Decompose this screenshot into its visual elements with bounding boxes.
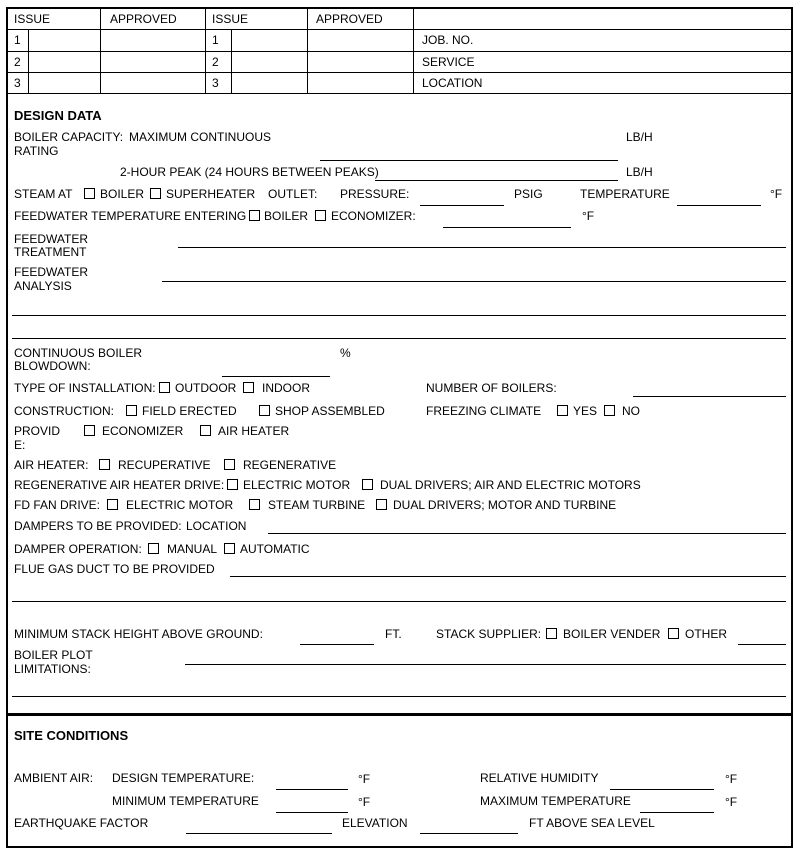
- fw-analysis-label: ANALYSIS: [14, 279, 72, 293]
- blowdown-field[interactable]: [222, 376, 330, 377]
- air-heater-checkbox[interactable]: [200, 425, 211, 436]
- max-temp-label: MAXIMUM TEMPERATURE: [480, 794, 631, 808]
- ft-unit: FT.: [385, 627, 402, 641]
- row-num: 1: [212, 33, 219, 47]
- design-data-title: DESIGN DATA: [14, 108, 102, 123]
- shop-assembled-checkbox[interactable]: [259, 405, 270, 416]
- earthquake-label: EARTHQUAKE FACTOR: [14, 816, 149, 830]
- fw-analysis-field[interactable]: [162, 281, 786, 282]
- manual-checkbox[interactable]: [148, 543, 159, 554]
- header-row-divider: [8, 72, 793, 73]
- indoor-checkbox[interactable]: [243, 382, 254, 393]
- superheater-option: SUPERHEATER: [166, 187, 256, 201]
- recuperative-checkbox[interactable]: [99, 459, 110, 470]
- header-col-divider: [307, 9, 308, 93]
- rel-humidity-label: RELATIVE HUMIDITY: [480, 771, 599, 785]
- stack-supplier-label: STACK SUPPLIER:: [436, 627, 542, 641]
- deg-f-unit: °F: [770, 187, 783, 201]
- blowdown-label: CONTINUOUS BOILER: [14, 346, 143, 360]
- peak-label: 2-HOUR PEAK (24 HOURS BETWEEN PEAKS): [120, 165, 379, 179]
- temperature-field[interactable]: [677, 205, 761, 206]
- divider: [12, 338, 786, 339]
- recuperative-option: RECUPERATIVE: [118, 458, 211, 472]
- superheater-checkbox[interactable]: [150, 188, 161, 199]
- peak-field[interactable]: [375, 180, 618, 181]
- fd-electric-checkbox[interactable]: [107, 499, 118, 510]
- fd-electric-option: ELECTRIC MOTOR: [126, 498, 234, 512]
- outdoor-checkbox[interactable]: [159, 382, 170, 393]
- fw-treatment-label: FEEDWATER: [14, 232, 88, 246]
- psig-unit: PSIG: [514, 187, 543, 201]
- row-num: 2: [14, 55, 21, 69]
- temperature-label: TEMPERATURE: [580, 187, 670, 201]
- col-issue-2: ISSUE: [212, 12, 249, 26]
- regen-electric-option: ELECTRIC MOTOR: [243, 478, 351, 492]
- elevation-field[interactable]: [420, 833, 518, 834]
- provide-label: PROVID: [14, 424, 61, 438]
- row-num: 1: [14, 33, 21, 47]
- row-num: 2: [212, 55, 219, 69]
- yes-checkbox[interactable]: [557, 405, 568, 416]
- min-temp-label: MINIMUM TEMPERATURE: [112, 794, 259, 808]
- damper-op-label: DAMPER OPERATION:: [14, 542, 142, 556]
- ambient-label: AMBIENT AIR:: [14, 771, 94, 785]
- no-checkbox[interactable]: [604, 405, 615, 416]
- fw-treatment-field[interactable]: [178, 247, 786, 248]
- automatic-checkbox[interactable]: [224, 543, 235, 554]
- lbh-unit: LB/H: [626, 130, 653, 144]
- blank-line[interactable]: [12, 601, 786, 602]
- header-row-divider: [8, 51, 793, 52]
- design-temp-field[interactable]: [276, 789, 348, 790]
- num-boilers-field[interactable]: [633, 396, 786, 397]
- fw-analysis-label: FEEDWATER: [14, 265, 88, 279]
- boiler-vender-option: BOILER VENDER: [563, 627, 661, 641]
- steam-at-label: STEAM AT: [14, 187, 73, 201]
- regenerative-checkbox[interactable]: [224, 459, 235, 470]
- col-approved-2: APPROVED: [316, 12, 383, 26]
- flue-gas-field[interactable]: [230, 576, 786, 577]
- deg-f-unit: °F: [358, 772, 371, 786]
- boiler-option: BOILER: [100, 187, 145, 201]
- air-heater-option: AIR HEATER: [218, 424, 290, 438]
- dampers-label: DAMPERS TO BE PROVIDED:: [14, 519, 182, 533]
- fw-temp-field[interactable]: [443, 227, 571, 228]
- elevation-label: ELEVATION: [342, 816, 408, 830]
- service-label: SERVICE: [422, 55, 475, 69]
- site-conditions-title: SITE CONDITIONS: [14, 728, 129, 743]
- indoor-option: INDOOR: [262, 381, 310, 395]
- regen-drive-label: REGENERATIVE AIR HEATER DRIVE:: [14, 478, 225, 492]
- fd-steam-checkbox[interactable]: [249, 499, 260, 510]
- blank-line[interactable]: [12, 315, 786, 316]
- plot-label: BOILER PLOT: [14, 648, 93, 662]
- regenerative-option: REGENERATIVE: [243, 458, 337, 472]
- boiler-capacity-label: BOILER CAPACITY:: [14, 130, 124, 144]
- regen-electric-checkbox[interactable]: [227, 479, 238, 490]
- flue-gas-label: FLUE GAS DUCT TO BE PROVIDED: [14, 562, 215, 576]
- fw-economizer-option: ECONOMIZER:: [331, 209, 416, 223]
- manual-option: MANUAL: [167, 542, 218, 556]
- fw-treatment-label: TREATMENT: [14, 245, 87, 259]
- outdoor-option: OUTDOOR: [175, 381, 237, 395]
- header-col-divider: [205, 9, 206, 93]
- regen-dual-checkbox[interactable]: [362, 479, 373, 490]
- field-erected-checkbox[interactable]: [126, 405, 137, 416]
- deg-f-unit: °F: [725, 772, 738, 786]
- other-field[interactable]: [738, 644, 786, 645]
- deg-f-unit: °F: [582, 209, 595, 223]
- fd-fan-label: FD FAN DRIVE:: [14, 498, 101, 512]
- other-checkbox[interactable]: [668, 628, 679, 639]
- plot-label: LIMITATIONS:: [14, 662, 91, 676]
- row-num: 3: [212, 76, 219, 90]
- field-erected-option: FIELD ERECTED: [142, 404, 237, 418]
- location-label: LOCATION: [422, 76, 483, 90]
- air-heater-type-label: AIR HEATER:: [14, 458, 89, 472]
- other-option: OTHER: [685, 627, 727, 641]
- deg-f-unit: °F: [725, 795, 738, 809]
- no-option: NO: [622, 404, 640, 418]
- num-boilers-label: NUMBER OF BOILERS:: [426, 381, 557, 395]
- pressure-field[interactable]: [420, 205, 504, 206]
- header-col-divider: [413, 9, 414, 93]
- economizer-checkbox[interactable]: [84, 425, 95, 436]
- construction-label: CONSTRUCTION:: [14, 404, 114, 418]
- earthquake-field[interactable]: [186, 833, 332, 834]
- rating-label: RATING: [14, 144, 59, 158]
- fd-dual-checkbox[interactable]: [376, 499, 387, 510]
- header-row-divider: [8, 93, 793, 94]
- outlet-label: OUTLET:: [268, 187, 318, 201]
- min-stack-label: MINIMUM STACK HEIGHT ABOVE GROUND:: [14, 627, 263, 641]
- header-col-divider: [231, 29, 232, 93]
- row-num: 3: [14, 76, 21, 90]
- lbh-unit: LB/H: [626, 165, 653, 179]
- design-temp-label: DESIGN TEMPERATURE:: [112, 771, 255, 785]
- job-no-label: JOB. NO.: [422, 33, 474, 47]
- ft-sea-label: FT ABOVE SEA LEVEL: [529, 816, 655, 830]
- fw-economizer-checkbox[interactable]: [315, 210, 326, 221]
- fw-boiler-checkbox[interactable]: [249, 210, 260, 221]
- type-install-label: TYPE OF INSTALLATION:: [14, 381, 156, 395]
- blank-line[interactable]: [12, 696, 786, 697]
- section-divider: [8, 713, 791, 716]
- col-issue-1: ISSUE: [14, 12, 51, 26]
- automatic-option: AUTOMATIC: [240, 542, 310, 556]
- fw-temp-label: FEEDWATER TEMPERATURE ENTERING: [14, 209, 247, 223]
- header-col-divider: [100, 9, 101, 93]
- pressure-label: PRESSURE:: [340, 187, 410, 201]
- min-stack-field[interactable]: [300, 644, 374, 645]
- provide-label: E:: [14, 438, 26, 452]
- economizer-option: ECONOMIZER: [102, 424, 184, 438]
- yes-option: YES: [573, 404, 598, 418]
- deg-f-unit: °F: [358, 795, 371, 809]
- rel-humidity-field[interactable]: [610, 789, 714, 790]
- dampers-location-label: LOCATION: [186, 519, 247, 533]
- mcr-label: MAXIMUM CONTINUOUS: [129, 130, 271, 144]
- plot-field[interactable]: [185, 664, 786, 665]
- dampers-location-field[interactable]: [268, 533, 786, 534]
- blowdown-label: BLOWDOWN:: [14, 359, 91, 373]
- header-col-divider: [28, 29, 29, 93]
- regen-dual-option: DUAL DRIVERS; AIR AND ELECTRIC MOTORS: [380, 478, 641, 492]
- boiler-checkbox[interactable]: [84, 188, 95, 199]
- min-temp-field[interactable]: [276, 812, 348, 813]
- freezing-label: FREEZING CLIMATE: [426, 404, 542, 418]
- percent-unit: %: [340, 346, 351, 360]
- fw-boiler-option: BOILER: [264, 209, 309, 223]
- fd-dual-option: DUAL DRIVERS; MOTOR AND TURBINE: [393, 498, 617, 512]
- boiler-vender-checkbox[interactable]: [546, 628, 557, 639]
- mcr-field[interactable]: [320, 160, 618, 161]
- header-row-divider: [8, 29, 793, 30]
- shop-assembled-option: SHOP ASSEMBLED: [275, 404, 385, 418]
- fd-steam-option: STEAM TURBINE: [268, 498, 366, 512]
- col-approved-1: APPROVED: [110, 12, 177, 26]
- max-temp-field[interactable]: [640, 812, 714, 813]
